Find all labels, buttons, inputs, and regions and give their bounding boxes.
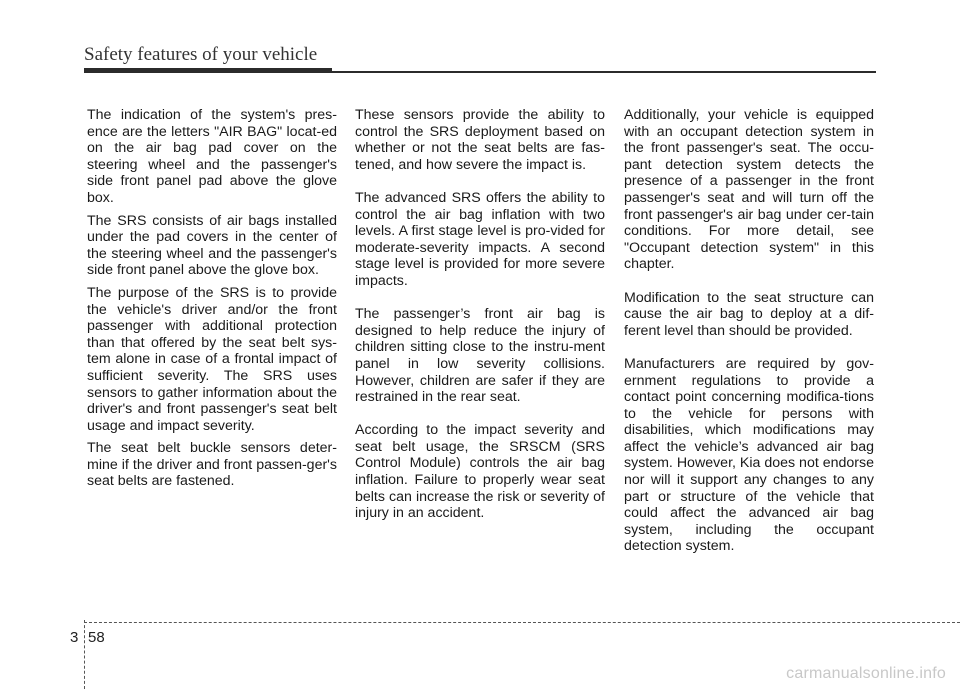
paragraph: According to the impact severity and seat belt usage, the SRSCM (SRS Control Module) controls the air bag inflation. Failure to properly wear seat belts can increase the risk or severity of injury in an accident.: [355, 422, 605, 522]
text-column-3: [624, 107, 874, 572]
text-column-2: [355, 107, 605, 538]
watermark: carmanualsonline.info: [786, 665, 946, 682]
page-number: 58: [88, 629, 105, 646]
chapter-number: 3: [70, 629, 79, 646]
header-rule-accent: [84, 68, 332, 73]
text-column-1: [87, 107, 337, 496]
paragraph: The purpose of the SRS is to provide the vehicle's driver and/or the front passenger with additional protection than that offered by the seat belt sys-tem alone in case of a frontal impact of sufficient severity. The SRS uses sensors to gather information about the driver's and front passenger's seat belt usage and impact severity.: [87, 284, 337, 434]
paragraph: The passenger’s front air bag is designed to help reduce the injury of children sitting close to the instru-ment panel in low severity collisions. However, children are safer if they are restrained in the rear seat.: [355, 306, 605, 406]
paragraph: The SRS consists of air bags installed under the pad covers in the center of the steering wheel and the passenger's side front panel above the glove box.: [87, 212, 337, 279]
paragraph: Additionally, your vehicle is equipped with an occupant detection system in the front passenger's seat. The occu-pant detection system detects the presence of a passenger in the front passenger's seat and will turn off the front passenger's air bag under cer-tain conditions. For more detail, see "Occupant detection system" in this chapter.: [624, 107, 874, 273]
paragraph: These sensors provide the ability to control the SRS deployment based on whether or not the seat belts are fas-tened, and how severe the impact is.: [355, 107, 605, 173]
paragraph: Manufacturers are required by gov-ernment regulations to provide a contact point concerning modifica-tions to the vehicle for persons with disabilities, which modifications may affect the vehicle’s advanced air bag system. However, Kia does not endorse nor will it support any changes to any part or structure of the vehicle that could affect the advanced air bag system, including the occupant detection system.: [624, 355, 874, 555]
footer-divider: [84, 620, 85, 689]
section-title: Safety features of your vehicle: [84, 44, 318, 65]
paragraph: The advanced SRS offers the ability to control the air bag inflation with two levels. A first stage level is pro-vided for moderate-severity impacts. A second stage level is provided for more severe impacts.: [355, 189, 605, 289]
paragraph: The indication of the system's pres-ence are the letters "AIR BAG" locat-ed on the air bag pad cover on the steering wheel and the passenger's side front panel pad above the glove box.: [87, 107, 337, 206]
paragraph: The seat belt buckle sensors deter-mine if the driver and front passen-ger's seat belts are fastened.: [87, 440, 337, 490]
paragraph: Modification to the seat structure can cause the air bag to deploy at a dif-ferent level than should be provided.: [624, 289, 874, 339]
footer-rule: [84, 622, 960, 623]
